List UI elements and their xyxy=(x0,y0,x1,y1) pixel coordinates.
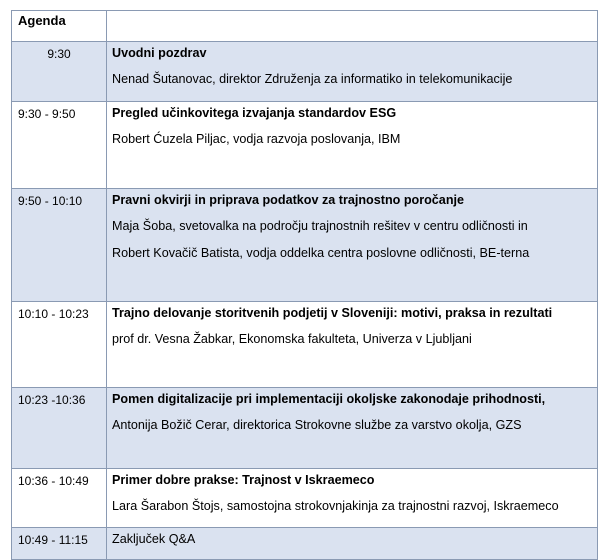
description-cell xyxy=(107,102,598,189)
session-title: Uvodni pozdrav xyxy=(112,46,207,60)
time-cell: 10:23 -10:36 xyxy=(12,388,107,469)
time-cell: 9:30 - 9:50 xyxy=(12,102,107,189)
speaker-line: Robert Ćuzela Piljac, vodja razvoja poslovanja, IBM xyxy=(112,132,401,146)
table-row xyxy=(12,189,598,302)
agenda-header: Agenda xyxy=(12,11,107,42)
speaker-line: prof dr. Vesna Žabkar, Ekonomska fakulteta, Univerza v Ljubljani xyxy=(112,332,472,346)
table-row xyxy=(12,102,598,189)
session-title: Zaključek Q&A xyxy=(112,532,196,546)
time-cell: 9:50 - 10:10 xyxy=(12,189,107,302)
session-title: Primer dobre prakse: Trajnost v Iskraemeco xyxy=(112,473,375,487)
description-cell xyxy=(107,189,598,302)
time-cell: 10:49 - 11:15 xyxy=(12,528,107,560)
session-title: Pomen digitalizacije pri implementaciji okoljske zakonodaje prihodnosti, xyxy=(112,392,546,406)
description-cell xyxy=(107,302,598,388)
table-row xyxy=(12,388,598,469)
table-row xyxy=(12,469,598,528)
description-cell xyxy=(107,469,598,528)
speaker-line: Lara Šarabon Štojs, samostojna strokovnjakinja za trajnostni razvoj, Iskraemeco xyxy=(112,499,559,513)
description-cell xyxy=(107,42,598,102)
session-title: Pravni okvirji in priprava podatkov za trajnostno poročanje xyxy=(112,193,465,207)
speaker-line: Robert Kovačič Batista, vodja oddelka centra poslovne odličnosti, BE-terna xyxy=(112,246,530,260)
speaker-line: Nenad Šutanovac, direktor Združenja za informatiko in telekomunikacije xyxy=(112,72,513,86)
speaker-line: Antonija Božič Cerar, direktorica Strokovne službe za varstvo okolja, GZS xyxy=(112,418,522,432)
description-cell xyxy=(107,388,598,469)
table-row xyxy=(12,42,598,102)
table-row xyxy=(12,302,598,388)
agenda-header-row xyxy=(12,11,598,42)
time-cell: 10:10 - 10:23 xyxy=(12,302,107,388)
time-cell: 10:36 - 10:49 xyxy=(12,469,107,528)
speaker-line: Maja Šoba, svetovalka na področju trajnostnih rešitev v centru odličnosti in xyxy=(112,219,528,233)
time-cell: 9:30 xyxy=(12,42,107,102)
session-title: Trajno delovanje storitvenih podjetij v Sloveniji: motivi, praksa in rezultati xyxy=(112,306,553,320)
session-title: Pregled učinkovitega izvajanja standardov ESG xyxy=(112,106,397,120)
agenda-header-empty-cell xyxy=(107,11,598,42)
agenda-table xyxy=(11,10,598,560)
